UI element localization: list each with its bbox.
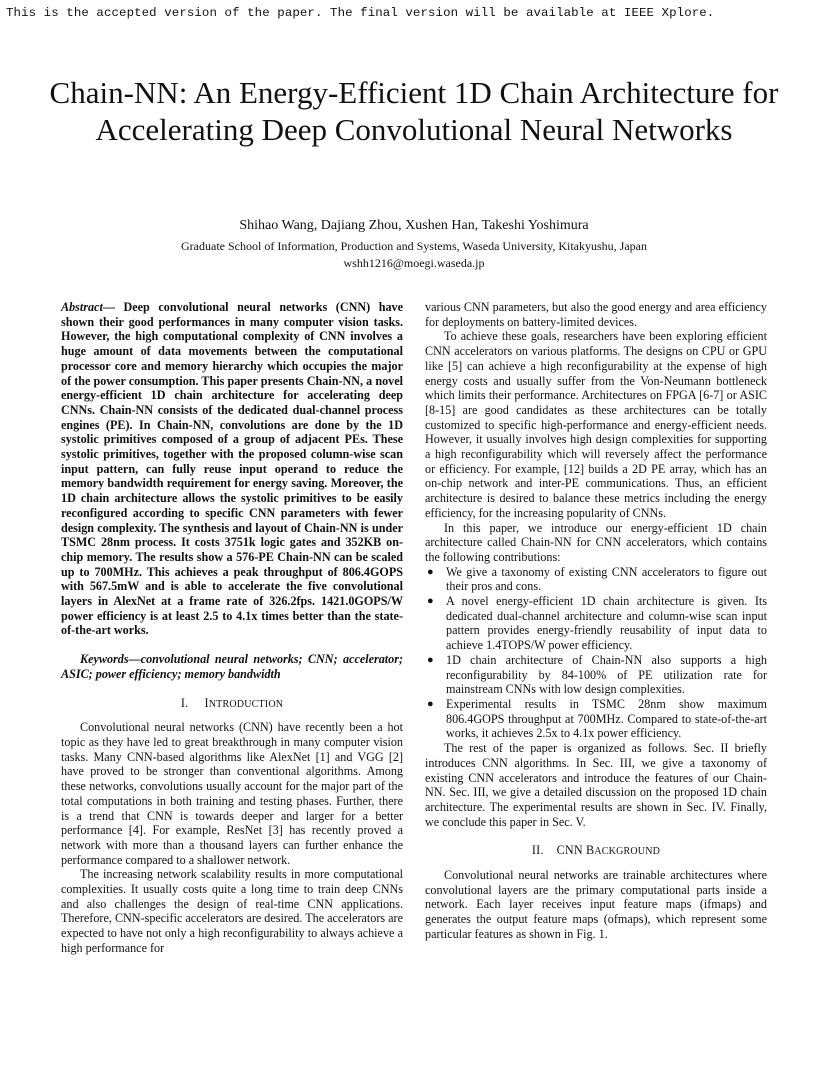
body-paragraph: To achieve these goals, researchers have been exploring efficient CNN accelerators on various platforms. The designs on CPU or GPU like [5] can achieve a high reconfigurability at the expense of high energy costs and usually suffer from the Von-Neumann bottleneck which limits their performance. Architectures on FPGA [6-7] or ASIC [8-15] are good candidates as these architectures can be totally customized to specific high-performance and energy-efficient needs. However, it usually involves high design complexities for supporting a high reconfigurability which will reversely affect the performance or efficiency. For example, [12] builds a 2D PE array, which has an on-chip network and inter-PE communications. Thus, an efficient architecture is desired to balance these metrics including the energy efficiency, for the increasing popularity of CNNs. <box>425 329 767 520</box>
keywords-text: convolutional neural networks; CNN; accelerator; ASIC; power efficiency; memory bandwidth <box>61 652 403 681</box>
contribution-list <box>425 565 767 741</box>
intro-paragraph: The increasing network scalability results in more computational complexities. It usually costs quite a long time to train deep CNNs and also challenges the design of real-time CNN applications. Therefore, CNN-specific accelerators are desired. The accelerators are expected to have not only a high reconfigurability to always achieve a high performance for <box>61 867 403 955</box>
left-column <box>61 300 403 956</box>
body-paragraph: various CNN parameters, but also the good energy and area efficiency for deployments on battery-limited devices. <box>425 300 767 329</box>
author-list: Shihao Wang, Dajiang Zhou, Xushen Han, Takeshi Yoshimura <box>239 218 589 233</box>
body-paragraph: In this paper, we introduce our energy-efficient 1D chain architecture called Chain-NN for CNN accelerators, which contains the following contributions: <box>425 520 767 564</box>
section-title-rest: NTRODUCTION <box>208 698 284 710</box>
affiliation-block <box>0 238 828 272</box>
keywords-label: Keywords— <box>80 652 141 667</box>
contribution-text: We give a taxonomy of existing CNN accelerators to figure out their pros and cons. <box>446 564 767 594</box>
bullet-icon: ● <box>427 565 434 578</box>
section-number: I. <box>180 695 189 710</box>
background-paragraph: Convolutional neural networks are trainable architectures where convolutional layers are the primary computational parts inside a network. Each layer receives input feature maps (ifmaps) and generates the output feature maps (ofmaps), which represent some particular features as shown in Fig. 1. <box>425 868 767 941</box>
right-column <box>425 300 767 942</box>
contribution-text: A novel energy-efficient 1D chain architecture is given. Its dedicated dual-channel architecture and column-wise scan input pattern provides energy-friendly reusability of input data to achieve 1.4TOPS/W power efficiency. <box>446 594 767 653</box>
contribution-item <box>425 653 767 697</box>
section-number: II. <box>531 843 544 858</box>
contribution-item <box>425 594 767 653</box>
contribution-text: 1D chain architecture of Chain-NN also supports a high reconfigurability by 84-100% of PE utilization rate for mainstream CNNs with low design complexities. <box>446 652 767 697</box>
version-banner: This is the accepted version of the paper. The final version will be available at IEEE Xplore. <box>6 6 715 20</box>
section-title-rest: ACKGROUND <box>594 846 661 858</box>
bullet-icon: ● <box>427 653 434 666</box>
paper-title: Chain-NN: An Energy-Efficient 1D Chain Architecture for Accelerating Deep Convolutional Neural Networks <box>49 75 779 147</box>
section-heading-introduction <box>61 696 403 713</box>
abstract-label: Abstract— <box>61 300 115 314</box>
bullet-icon: ● <box>427 595 434 608</box>
abstract-text: Deep convolutional neural networks (CNN) have shown their good performances in many computer vision tasks. However, the high computational complexity of CNN involves a huge amount of data movements between the computational processor core and memory hierarchy which occupies the major of the power consumption. This paper presents Chain-NN, a novel energy-efficient 1D chain architecture for accelerating deep CNNs. Chain-NN consists of the dedicated dual-channel process engines (PE). In Chain-NN, convolutions are done by the 1D systolic primitives composed of a group of adjacent PEs. These systolic primitives, together with the proposed column-wise scan input pattern, can fully reuse input operand to reduce the memory bandwidth requirement for energy saving. Moreover, the 1D chain architecture allows the systolic primitives to be easily reconfigured according to specific CNN parameters with fewer design complexity. The synthesis and layout of Chain-NN is under TSMC 28nm process. It costs 3751k logic gates and 352KB on-chip memory. The results show a 576-PE Chain-NN can be scaled up to 700MHz. This achieves a peak throughput of 806.4GOPS with 567.5mW and is able to accelerate the five convolutional layers in AlexNet at a frame rate of 326.2fps. 1421.0GOPS/W power efficiency is at least 2.5 to 4.1x times better than the state-of-the-art works. <box>61 300 403 638</box>
author-email: wshh1216@moegi.waseda.jp <box>343 256 485 270</box>
abstract <box>61 300 403 638</box>
contribution-item <box>425 565 767 594</box>
affiliation: Graduate School of Information, Production and Systems, Waseda University, Kitakyushu, Japan <box>181 239 647 253</box>
contribution-item <box>425 697 767 741</box>
intro-paragraph: Convolutional neural networks (CNN) have recently been a hot topic as they have led to great breakthrough in many computer vision tasks. Many CNN-based algorithms like AlexNet [1] and VGG [2] have proved to be stronger than conventional algorithms. Among these networks, convolutions usually account for the major part of the total computations in both training and testing phases. Further, there is a trend that CNN is towards deeper and larger for a better performance [4]. For example, ResNet [3] has recently proved a network with more than a thousand layers can further enhance the performance compared to a shallower network. <box>61 720 403 867</box>
organization-paragraph: The rest of the paper is organized as follows. Sec. II briefly introduces CNN algorithms. In Sec. III, we give a taxonomy of existing CNN accelerators and introduce the features of our Chain-NN. Sec. III, we give a detailed discussion on the proposed 1D chain architecture. The experimental results are shown in Sec. IV. Finally, we conclude this paper in Sec. V. <box>425 741 767 829</box>
section-title-initial: I <box>204 695 209 710</box>
section-title-initial: CNN B <box>556 843 595 858</box>
contribution-text: Experimental results in TSMC 28nm show maximum 806.4GOPS throughput at 700MHz. Compared to state-of-the-art works, it achieves 2.5x to 4.1x power efficiency. <box>446 696 767 741</box>
keywords <box>61 652 403 681</box>
section-heading-background <box>425 843 767 860</box>
bullet-icon: ● <box>427 697 434 710</box>
